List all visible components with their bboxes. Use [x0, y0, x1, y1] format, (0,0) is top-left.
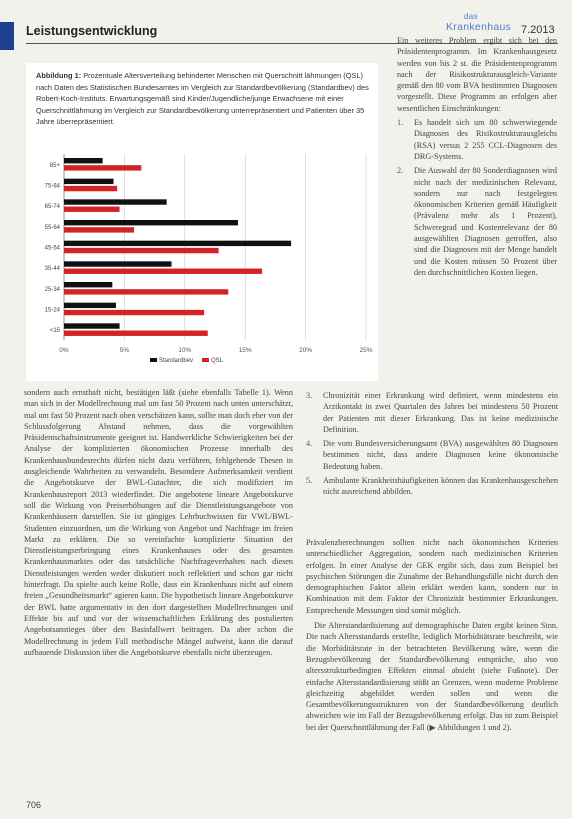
list-item: [306, 390, 558, 435]
bar-qsl: [64, 310, 204, 315]
list-number: 5.: [306, 476, 313, 486]
right-column-top: [397, 35, 557, 278]
right-bottom-text-2: Die Alterstandardisierung auf demographische Daten ergibt keinen Sinn. Die nach Altersstandards erstellte, lediglich Morbiditätsrate beschreibt, wie die Morbiditätsrate in der betrachteten Bevölkerung wäre, wenn die Bezugsbevölkerung der Standardbevölkerung entspräche, also von altersstrukturbedingten Effekten einmal absieht (siehe Fußnote). Der einfache Altersstandardisierung stößt an Grenzen, wenn moderne Probleme gleichzeitig abgebildet werden sollen und wenn die Gesamtbevölkerungsstrukturen von der Standardbevölkerung deutlich abweichen wie im Fall der Bezugsbevölkerung erfolgt. Das ist zum Beispiel bei der Querschnittlähmung der Fall (▶ Abbildungen 1 und 2).: [306, 621, 558, 732]
figure-caption: [36, 70, 372, 128]
y-tick-label: 15-24: [44, 307, 60, 314]
list-number: 2.: [397, 166, 404, 176]
bar-standardbev: [64, 241, 291, 246]
legend-swatch: [202, 358, 209, 362]
list-number: 1.: [397, 118, 404, 128]
page-number: 706: [26, 800, 42, 810]
list-text: Chronizität einer Erkrankung wird definiert, wenn mindestens ein Arztkontakt in zwei Quartalen des Jahres bei mindestens 50 Prozent der Patienten mit dieser Erkrankung. Das ist keine medizinische Definition.: [323, 391, 558, 434]
list-text: Die Auswahl der 80 Sonderdiagnosen wird nicht nach der medizinischen Relevanz, sondern nur nach festgelegten ökonomischen Kriterien gemäß Häufigkeit (Prävalenz mehr als 1 Prozent), Schweregrad und Kostenrelevanz der 80 ausgewählten Diagnosen getroffen, also sind die Diagnosen mit der Menge handelt und die Kosten müssen 50 Prozent über den durchschnittlichen Kosten liegen.: [414, 166, 557, 277]
bar-standardbev: [64, 220, 238, 225]
legend-label: QSL: [211, 358, 224, 364]
right-list: [397, 117, 557, 278]
right-list-2: [306, 390, 558, 498]
x-tick-label: 0%: [59, 347, 69, 354]
logo-top: das: [464, 12, 478, 21]
right-column-lower: [306, 387, 558, 498]
bar-qsl: [64, 227, 134, 232]
list-text: Die vom Bundesversicherungsamt (BVA) ausgewählten 80 Diagnosen bestimmen nicht, dass andere Diagnosen keine ökonomische Bedeutung haben.: [323, 439, 558, 471]
list-text: Es handelt sich um 80 schwerwiegende Diagnosen des Risikostrukturausgleichs (RSA) versus 2 255 CCL-Diagnosen des DRG-Systems.: [414, 118, 557, 161]
y-tick-label: 35-44: [44, 266, 60, 273]
y-tick-label: 55-64: [44, 224, 60, 231]
caption-label: Abbildung 1:: [36, 71, 82, 80]
bar-standardbev: [64, 323, 120, 328]
x-tick-label: 15%: [238, 347, 252, 354]
y-tick-label: 85+: [49, 162, 60, 169]
y-tick-label: 45-54: [44, 245, 60, 252]
bar-qsl: [64, 186, 117, 191]
bar-qsl: [64, 165, 141, 170]
left-column: [24, 387, 293, 658]
y-tick-label: <15: [49, 328, 60, 335]
list-number: 3.: [306, 391, 313, 400]
x-tick-label: 25%: [359, 347, 373, 354]
list-text: Ambulante Krankheitshäufigkeiten können das Krankenhausgeschehen nicht ausreichend abbilden.: [323, 476, 558, 497]
logo-main: Krankenhaus: [446, 21, 512, 33]
caption-text: Prozentuale Altersverteilung behinderter Menschen mit Querschnitt lähmungen (QSL) nach Daten des Statistischen Bundesamtes im Vergleich zur Standardbevölkerung (Standardbev) des Robert-Koch-Instituts. Erwartungsgemäß sind Kinder/Jugendliche/junge Erwachsene mit einer Querschnittlähmung im Vergleich zur Standardbevölkerung unterrepräsentiert und Patienten über 35 Jahre überrepräsentiert.: [36, 71, 369, 127]
y-tick-label: 75-84: [44, 183, 60, 190]
y-tick-label: 65-74: [44, 204, 60, 211]
bar-standardbev: [64, 303, 116, 308]
x-tick-label: 10%: [178, 347, 192, 354]
list-item: [306, 438, 558, 472]
list-item: [306, 475, 558, 498]
bar-qsl: [64, 207, 120, 212]
bar-qsl: [64, 331, 208, 336]
bar-qsl: [64, 269, 262, 274]
bar-standardbev: [64, 261, 172, 266]
age-distribution-chart: [30, 150, 376, 372]
bar-qsl: [64, 289, 228, 294]
bar-standardbev: [64, 282, 112, 287]
right-bottom-text-1: Prävalenzberechnungen sollten nicht nach ökonomischen Kriterien unterschiedlicher Aggregation, sondern nach medizinischen Kriterien erfolgen. In einer Analyse der GEK ergibt sich, dass zum Beispiel bei psychischen Störungen die Zunahme der Behandlungsfälle nicht durch den demographischen Faktor allein erklärt werden kann, sondern nur in Kombination mit dem Faktor der Chronizität bestimmter Erkrankungen. Entsprechende Messungen sind somit möglich.: [306, 538, 558, 615]
left-text: sondern auch ernsthaft nicht, bestätigen läßt (siehe ebenfalls Tabelle 1). Wenn man sich in der Modellrechnung mal um fast 50 Prozent nach unten unterschätzt, mal um fast 50 Prozent nach oben verschätzen kann, sollte man doch eher von der Schlussfolgerung Abstand nehmen, dass die vorgewählten Präsidentschaftsinstrumente geeignet ist. Handwerkliche Schwierigkeiten bei der Analyse der komplizierten ökonomischen Prozesse innerhalb des Krankenhausbundesrechts dürfen nicht dazu verführen, fehlgehende Thesen in ausgleichende Wahrheiten zu verwandeln. Besondere Aufmerksamkeit verdient die Angebotskurve der BWL-Gutachter, die sich modifiziert im Krankenhausreport 2013 wiederfindet. Die angebotene lineare Angebotskurve soll die Wirkung von Preiserhöhungen auf die Dienstleistungsangebote von Krankenhäusern darstellen. Sie ist gängiges Lehrbuchwissen für VWL/BWL-Studenten einzuordnen, um die Wirkung von Angebot und Nachfrage im freien Markt zu erklären. Die so vereinfachte komplizierte Situation der Dienstleistungserbringung eines Krankenhauses oder des gesamten Krankenhausmarktes oder das tatsächliche Nachfrageverhalten nach diesen Dienstleistungen werden weder diskutiert noch reflektiert und schon gar nicht hinterfragt. Da spielte auch keine Rolle, dass ein Krankenhaus nicht auf einem freien „Gesundheitsmarkt“ agieren kann. Die hypothetisch lineare Angebotskurve der BWL hatte argumentativ in den dort dargestellten Modellrechnungen und Effekte bis auf und vor der wissenschaftlichen Erklärung des postulierten Angebotsanstieges über den Basisfallwert beitragen. Da aber schon die Modellrechnung in jedem Fall methodische Mängel aufweist, kann die darauf aufbauende Diskussion über die Angebotskurve ebenfalls nicht überzeugen.: [24, 388, 293, 657]
journal-logo: [446, 12, 511, 32]
section-title: Leistungsentwicklung: [26, 24, 158, 38]
right-top-text: Ein weiteres Problem ergibt sich bei den Präsidentenprogramm. Im Krankenhausgesetz werden von bis 2 st. die Präsidentenprogramm nach der Risikostrukturausgleich-Variante gemäß den 80 vom BVA bestimmten Diagnosen vorgestellt. Diese Programm an erfolgen aber wesentlichen Einschränkungen:: [397, 36, 557, 113]
list-number: 4.: [306, 439, 313, 449]
list-item: [397, 117, 557, 162]
legend-swatch: [150, 358, 157, 362]
x-tick-label: 5%: [119, 347, 130, 354]
right-column-bottom: [306, 537, 558, 733]
legend-label: Standardbev: [159, 358, 194, 364]
bar-standardbev: [64, 158, 103, 163]
bar-standardbev: [64, 199, 167, 204]
section-marker: [0, 22, 14, 50]
list-item: [397, 165, 557, 278]
bar-qsl: [64, 248, 219, 253]
issue-number: 7.2013: [521, 24, 555, 36]
bar-standardbev: [64, 179, 114, 184]
y-tick-label: 25-34: [44, 286, 60, 293]
x-tick-label: 20%: [299, 347, 313, 354]
